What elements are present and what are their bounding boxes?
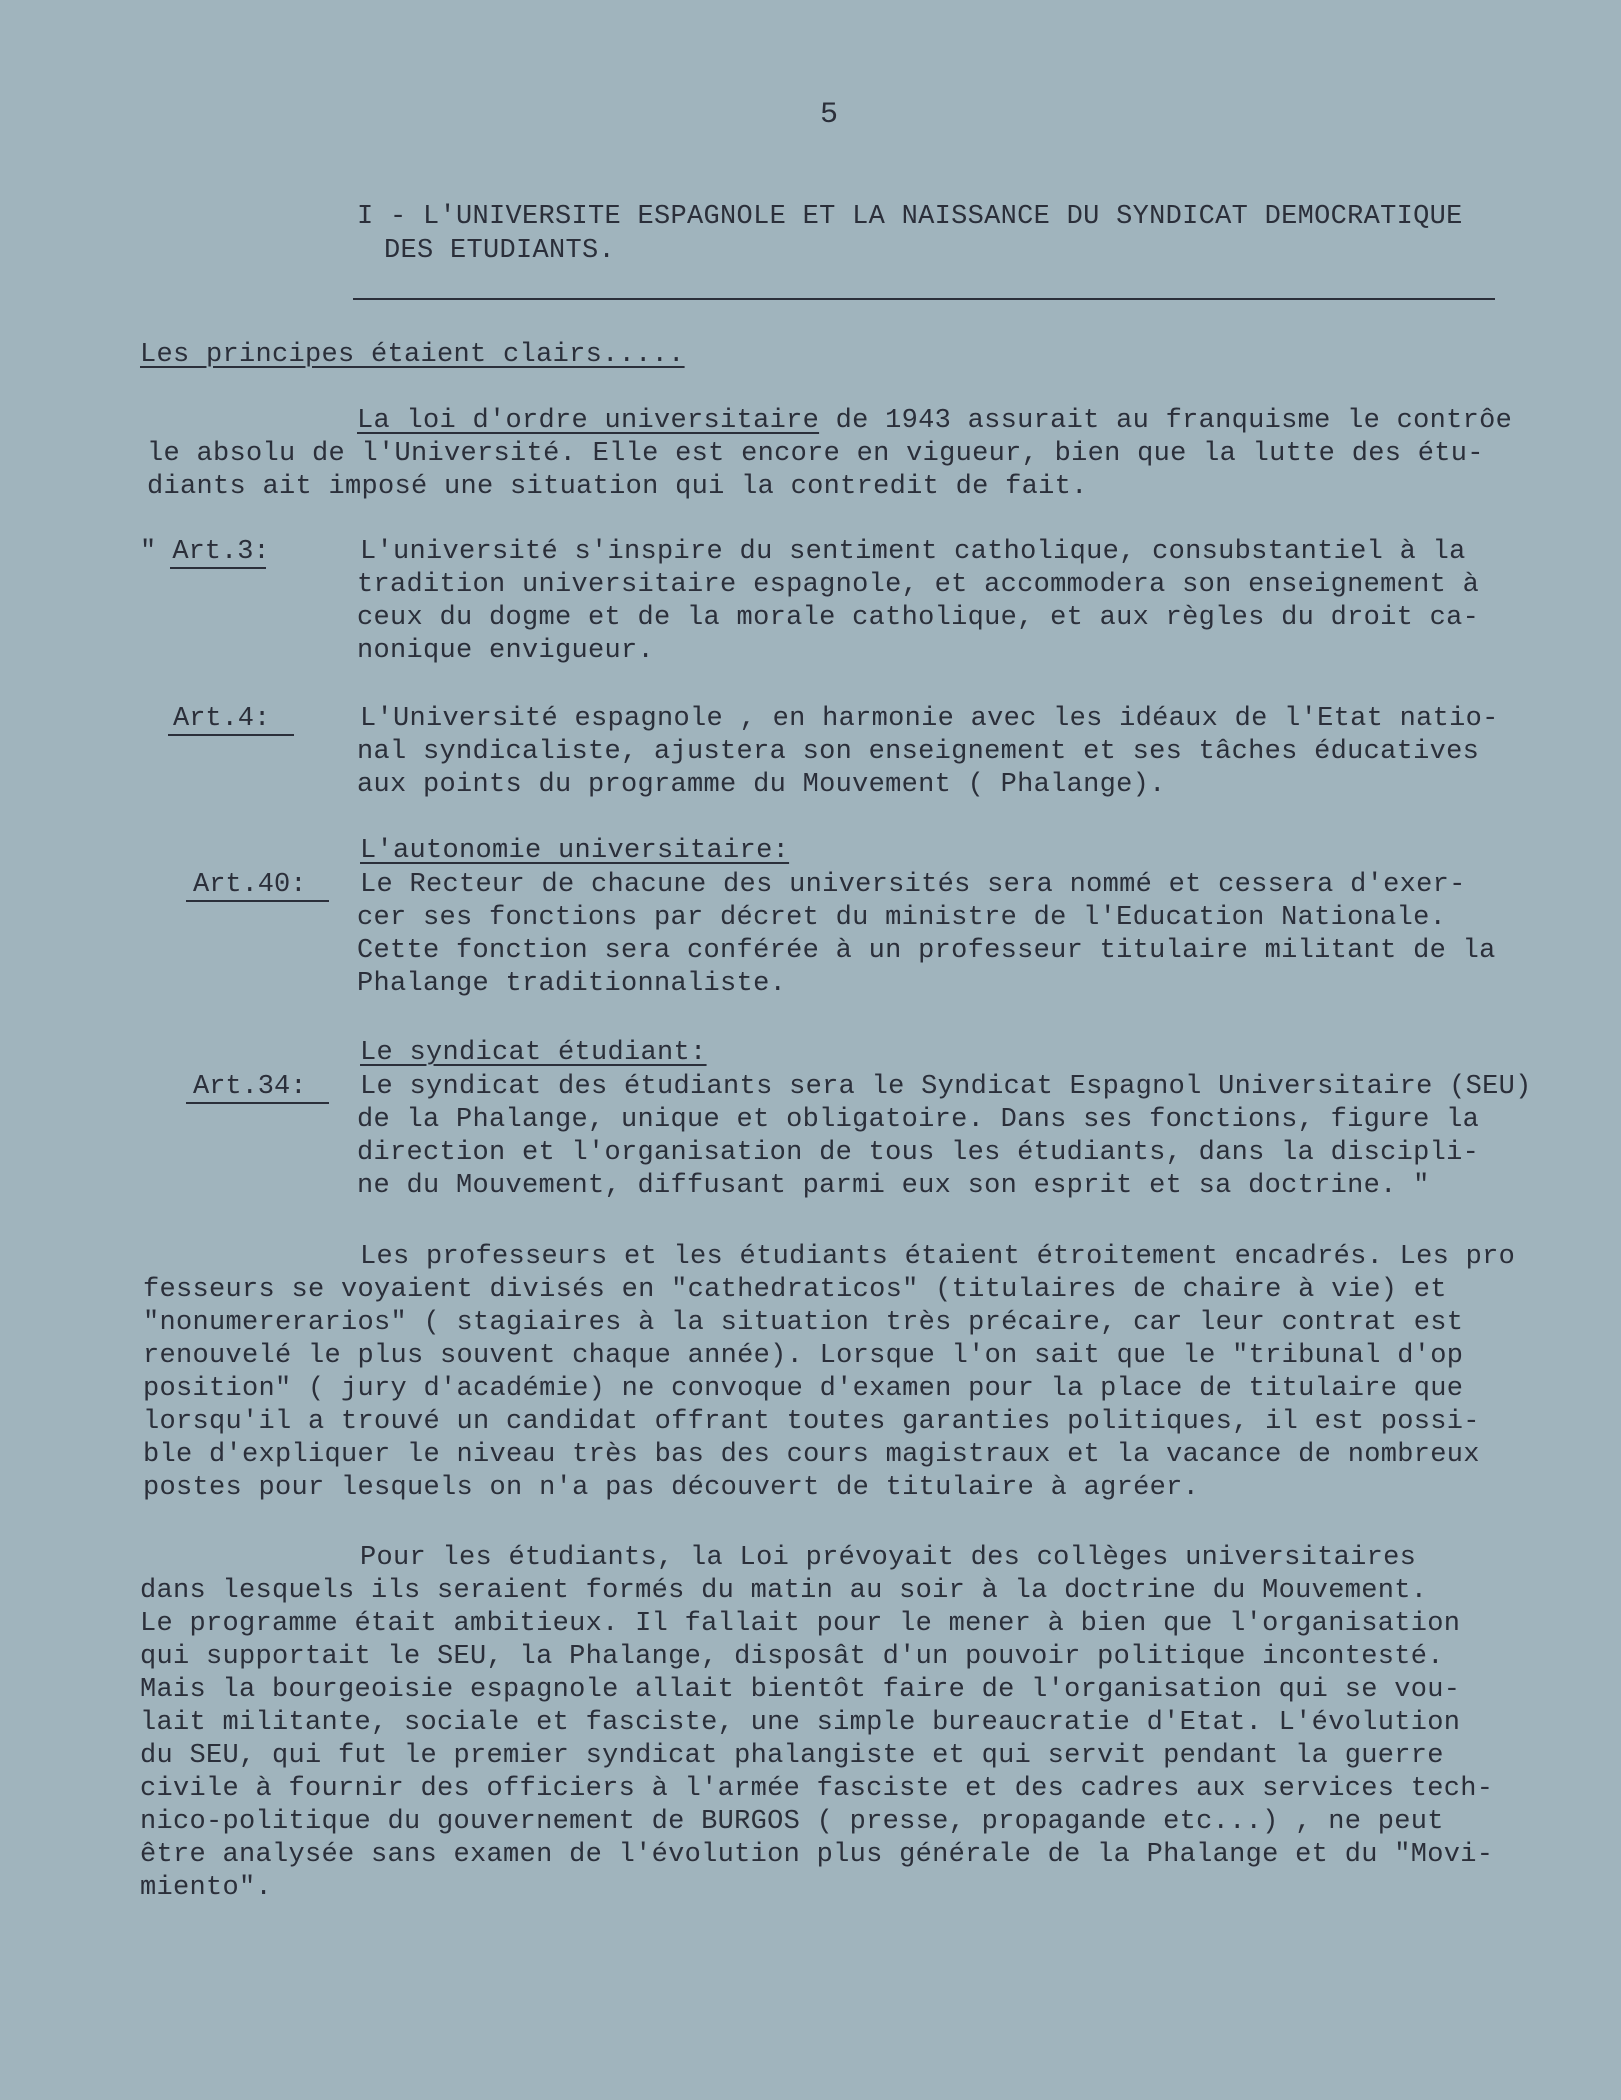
professeurs-line-4: renouvelé le plus souvent chaque année). Lorsque l'on sait que le "tribunal d'op: [143, 1341, 1464, 1371]
etudiants-line-1: Pour les étudiants, la Loi prévoyait des collèges universitaires: [360, 1543, 1417, 1573]
professeurs-line-8: postes pour lesquels on n'a pas découvert de titulaire à agréer.: [143, 1473, 1200, 1503]
article-3-line-4: nonique envigueur.: [357, 636, 655, 666]
professeurs-line-5: position" ( jury d'académie) ne convoque d'examen pour la place de titulaire que: [143, 1374, 1464, 1404]
article-40-line-2: cer ses fonctions par décret du ministre de l'Education Nationale.: [357, 903, 1447, 933]
article-34-underline: [186, 1102, 329, 1104]
article-34-line-2: de la Phalange, unique et obligatoire. Dans ses fonctions, figure la: [357, 1105, 1480, 1135]
etudiants-line-9: nico-politique du gouvernement de BURGOS ( presse, propagande etc...) , ne peut: [140, 1807, 1444, 1837]
article-3-line-2: tradition universitaire espagnole, et accommodera son enseignement à: [357, 570, 1480, 600]
article-3-underline: [170, 567, 266, 569]
article-4-line-2: nal syndicaliste, ajustera son enseignement et ses tâches éducatives: [357, 737, 1480, 767]
article-3-line-1: L'université s'inspire du sentiment catholique, consubstantiel à la: [360, 537, 1466, 567]
heading-rule: [353, 298, 1495, 300]
article-34-label: Art.34:: [193, 1072, 307, 1102]
article-4-line-1: L'Université espagnole , en harmonie avec les idéaux de l'Etat natio-: [360, 704, 1499, 734]
intro-line-1-rest: de 1943 assurait au franquisme le contrôe: [819, 406, 1513, 436]
article-34-line-3: direction et l'organisation de tous les étudiants, dans la discipli-: [357, 1138, 1480, 1168]
article-40-line-1: Le Recteur de chacune des universités sera nommé et cessera d'exer-: [360, 870, 1466, 900]
article-40-line-4: Phalange traditionnaliste.: [357, 969, 787, 999]
article-40-line-3: Cette fonction sera conférée à un professeur titulaire militant de la: [357, 936, 1496, 966]
etudiants-line-5: Mais la bourgeoisie espagnole allait bientôt faire de l'organisation qui se vou-: [140, 1675, 1461, 1705]
loi-reference: La loi d'ordre universitaire: [357, 406, 820, 436]
professeurs-line-1: Les professeurs et les étudiants étaient étroitement encadrés. Les pro: [360, 1242, 1516, 1272]
etudiants-line-2: dans lesquels ils seraient formés du matin au soir à la doctrine du Mouvement.: [140, 1576, 1428, 1606]
page-number: 5: [820, 98, 839, 132]
chapter-heading-line-1: I - L'UNIVERSITE ESPAGNOLE ET LA NAISSANCE DU SYNDICAT DEMOCRATIQUE: [357, 202, 1463, 232]
etudiants-line-11: miento".: [140, 1873, 273, 1903]
etudiants-line-6: lait militante, sociale et fasciste, une simple bureaucratie d'Etat. L'évolution: [140, 1708, 1461, 1738]
article-3-line-3: ceux du dogme et de la morale catholique, et aux règles du droit ca-: [357, 603, 1480, 633]
article-4-line-3: aux points du programme du Mouvement ( Phalange).: [357, 770, 1166, 800]
etudiants-line-3: Le programme était ambitieux. Il fallait pour le mener à bien que l'organisation: [140, 1609, 1461, 1639]
intro-line-1: [357, 404, 1512, 438]
etudiants-line-7: du SEU, qui fut le premier syndicat phalangiste et qui servit pendant la guerre: [140, 1741, 1444, 1771]
article-40-underline: [186, 900, 329, 902]
chapter-heading-line-2: DES ETUDIANTS.: [384, 236, 616, 266]
intro-line-3: diants ait imposé une situation qui la contredit de fait.: [147, 472, 1088, 502]
article-4-underline: [168, 734, 294, 736]
etudiants-line-8: civile à fournir des officiers à l'armée fasciste et des cadres aux services tech-: [140, 1774, 1494, 1804]
article-34-line-4: ne du Mouvement, diffusant parmi eux son esprit et sa doctrine. ": [357, 1171, 1430, 1201]
professeurs-line-7: ble d'expliquer le niveau très bas des cours magistraux et la vacance de nombreux: [143, 1440, 1480, 1470]
article-3-label: " Art.3:: [140, 537, 270, 567]
section-title: Les principes étaient clairs.....: [140, 340, 685, 370]
article-4-label: Art.4:: [173, 704, 271, 734]
article-34-subtitle: Le syndicat étudiant:: [360, 1038, 707, 1068]
professeurs-line-2: fesseurs se voyaient divisés en "cathedraticos" (titulaires de chaire à vie) et: [143, 1275, 1447, 1305]
intro-line-2: le absolu de l'Université. Elle est encore en vigueur, bien que la lutte des étu-: [147, 439, 1484, 469]
etudiants-line-4: qui supportait le SEU, la Phalange, disposât d'un pouvoir politique incontesté.: [140, 1642, 1444, 1672]
article-34-line-1: Le syndicat des étudiants sera le Syndicat Espagnol Universitaire (SEU): [360, 1072, 1532, 1102]
professeurs-line-3: "nonumererarios" ( stagiaires à la situation très précaire, car leur contrat est: [143, 1308, 1464, 1338]
etudiants-line-10: être analysée sans examen de l'évolution plus générale de la Phalange et du "Movi-: [140, 1840, 1494, 1870]
article-40-label: Art.40:: [193, 870, 307, 900]
professeurs-line-6: lorsqu'il a trouvé un candidat offrant toutes garanties politiques, il est possi-: [143, 1407, 1480, 1437]
article-40-subtitle: L'autonomie universitaire:: [360, 836, 790, 866]
